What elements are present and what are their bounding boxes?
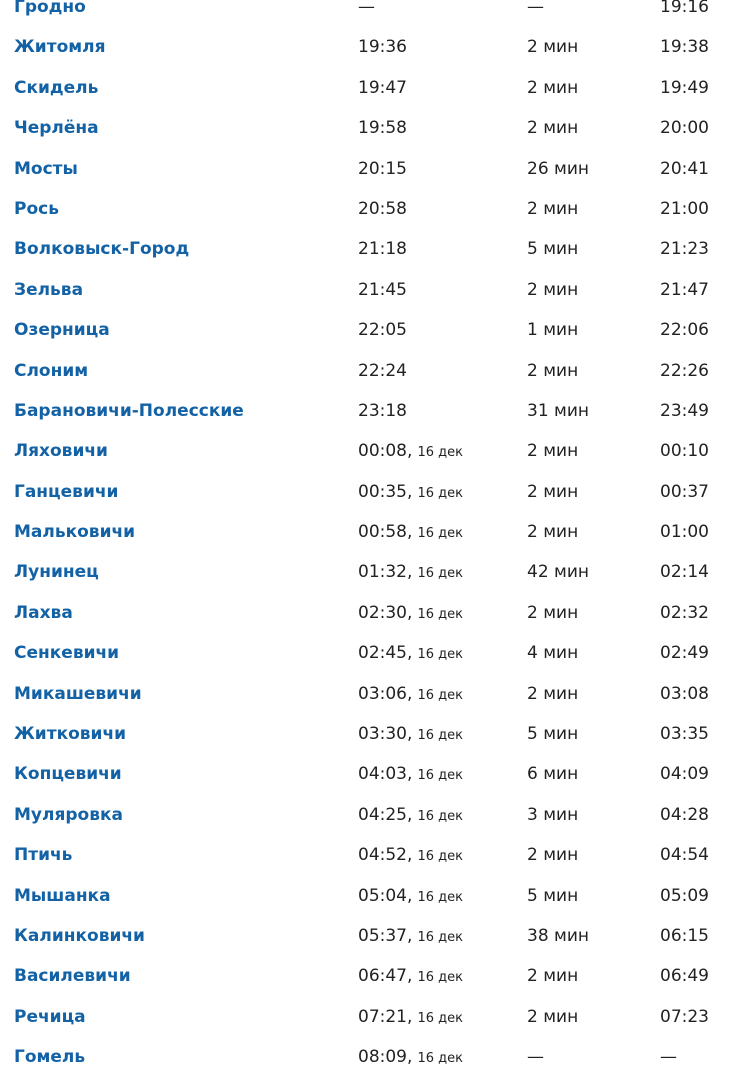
station-link[interactable]: Слоним [14,360,89,381]
stop-duration: 2 мин [527,279,579,300]
arrival-time: 05:04, [358,885,413,906]
arrival-date: 16 дек [417,445,464,461]
arrival-cell [358,956,463,996]
arrival-cell [358,593,463,633]
departure-time: 03:08 [660,683,709,704]
station-link[interactable]: Микашевичи [14,683,142,704]
station-link[interactable]: Зельва [14,279,84,300]
arrival-cell [358,633,463,673]
arrival-time: 07:21, [358,1006,413,1027]
arrival-cell [358,149,407,189]
arrival-date: 16 дек [417,606,464,622]
arrival-cell [358,0,375,27]
stop-duration: 2 мин [527,360,579,381]
arrival-cell [358,1037,463,1077]
departure-time: 05:09 [660,885,709,906]
timetable-row [0,351,732,391]
stop-duration: 4 мин [527,643,579,664]
arrival-cell [358,27,407,67]
station-link[interactable]: Скидель [14,77,99,98]
stop-duration: 31 мин [527,400,590,421]
timetable-row [0,916,732,956]
timetable-row [0,795,732,835]
timetable-row [0,997,732,1037]
timetable-row [0,593,732,633]
station-link[interactable]: Житковичи [14,724,127,745]
station-link[interactable]: Василевичи [14,966,131,987]
departure-time: 20:00 [660,118,709,139]
arrival-time: 19:36 [358,37,407,58]
arrival-time: 00:08, [358,441,413,462]
departure-time: — [660,1047,677,1068]
arrival-cell [358,714,463,754]
departure-time: 21:47 [660,279,709,300]
stop-duration: 38 мин [527,925,590,946]
arrival-date: 16 дек [417,526,464,542]
timetable-row [0,1037,732,1077]
timetable-row [0,310,732,350]
stop-duration: 42 мин [527,562,590,583]
stop-duration: 5 мин [527,885,579,906]
arrival-date: 16 дек [417,808,464,824]
arrival-cell [358,795,463,835]
station-link[interactable]: Сенкевичи [14,643,120,664]
station-link[interactable]: Волковыск-Город [14,239,190,260]
stop-duration: 2 мин [527,441,579,462]
timetable-row [0,391,732,431]
departure-time: 06:15 [660,925,709,946]
timetable-row [0,714,732,754]
stop-duration: 26 мин [527,158,590,179]
departure-time: 02:32 [660,602,709,623]
station-link[interactable]: Мальковичи [14,522,136,543]
timetable-row [0,674,732,714]
timetable-row [0,835,732,875]
arrival-cell [358,270,407,310]
arrival-date: 16 дек [417,485,464,501]
arrival-time: 03:06, [358,683,413,704]
departure-time: 04:28 [660,804,709,825]
departure-time: 04:09 [660,764,709,785]
arrival-date: 16 дек [417,1010,464,1026]
departure-time: 06:49 [660,966,709,987]
arrival-time: — [358,0,375,17]
timetable-row [0,876,732,916]
timetable-row [0,956,732,996]
arrival-date: 16 дек [417,1051,464,1067]
station-link[interactable]: Лахва [14,602,73,623]
station-link[interactable]: Мышанка [14,885,111,906]
arrival-cell [358,472,463,512]
station-link[interactable]: Озерница [14,320,110,341]
arrival-cell [358,876,463,916]
station-link[interactable]: Калинковичи [14,925,145,946]
stop-duration: — [527,1047,544,1068]
arrival-time: 00:35, [358,481,413,502]
arrival-time: 22:05 [358,320,407,341]
departure-time: 19:16 [660,0,709,17]
arrival-cell [358,310,407,350]
arrival-cell [358,997,463,1037]
arrival-cell [358,916,463,956]
arrival-date: 16 дек [417,849,464,865]
arrival-time: 23:18 [358,400,407,421]
stop-duration: 2 мин [527,37,579,58]
arrival-date: 16 дек [417,970,464,986]
stop-duration: — [527,0,544,17]
station-link[interactable]: Ляховичи [14,441,108,462]
stop-duration: 2 мин [527,602,579,623]
station-link[interactable]: Гомель [14,1047,86,1068]
arrival-time: 04:25, [358,804,413,825]
timetable-row [0,68,732,108]
arrival-cell [358,754,463,794]
arrival-time: 21:45 [358,279,407,300]
station-link[interactable]: Муляровка [14,804,123,825]
arrival-cell [358,431,463,471]
arrival-cell [358,68,407,108]
arrival-time: 00:58, [358,522,413,543]
timetable-row [0,270,732,310]
station-link[interactable]: Барановичи-Полесские [14,400,244,421]
timetable-row [0,149,732,189]
departure-time: 00:10 [660,441,709,462]
station-link[interactable]: Ганцевичи [14,481,119,502]
arrival-time: 03:30, [358,724,413,745]
stop-duration: 2 мин [527,118,579,139]
arrival-cell [358,229,407,269]
departure-time: 01:00 [660,522,709,543]
timetable-row [0,189,732,229]
timetable-row [0,0,732,27]
arrival-date: 16 дек [417,647,464,663]
station-link[interactable]: Птичь [14,845,73,866]
arrival-time: 20:15 [358,158,407,179]
arrival-time: 04:03, [358,764,413,785]
stop-duration: 1 мин [527,320,579,341]
timetable-row [0,633,732,673]
departure-time: 22:06 [660,320,709,341]
arrival-time: 05:37, [358,925,413,946]
timetable-row [0,229,732,269]
station-link[interactable]: Копцевичи [14,764,122,785]
arrival-cell [358,351,407,391]
arrival-cell [358,835,463,875]
stop-duration: 2 мин [527,522,579,543]
departure-time: 19:38 [660,37,709,58]
station-link[interactable]: Лунинец [14,562,99,583]
station-link[interactable]: Рось [14,198,59,219]
departure-time: 02:49 [660,643,709,664]
arrival-time: 06:47, [358,966,413,987]
arrival-time: 19:47 [358,77,407,98]
stop-duration: 3 мин [527,804,579,825]
arrival-time: 08:09, [358,1047,413,1068]
station-link[interactable]: Речица [14,1006,86,1027]
station-link[interactable]: Черлёна [14,118,99,139]
timetable-row [0,431,732,471]
arrival-time: 02:30, [358,602,413,623]
departure-time: 23:49 [660,400,709,421]
stop-duration: 6 мин [527,764,579,785]
arrival-cell [358,674,463,714]
stop-duration: 2 мин [527,966,579,987]
stop-duration: 2 мин [527,77,579,98]
arrival-time: 19:58 [358,118,407,139]
station-link[interactable]: Гродно [14,0,86,17]
arrival-cell [358,512,463,552]
departure-time: 19:49 [660,77,709,98]
arrival-time: 20:58 [358,198,407,219]
arrival-date: 16 дек [417,929,464,945]
departure-time: 21:23 [660,239,709,260]
timetable-row [0,552,732,592]
timetable-row [0,108,732,148]
arrival-cell [358,108,407,148]
arrival-time: 21:18 [358,239,407,260]
departure-time: 20:41 [660,158,709,179]
departure-time: 03:35 [660,724,709,745]
arrival-time: 22:24 [358,360,407,381]
departure-time: 00:37 [660,481,709,502]
station-link[interactable]: Мосты [14,158,78,179]
stop-duration: 2 мин [527,1006,579,1027]
departure-time: 21:00 [660,198,709,219]
arrival-time: 04:52, [358,845,413,866]
stop-duration: 2 мин [527,198,579,219]
arrival-date: 16 дек [417,768,464,784]
stop-duration: 5 мин [527,239,579,260]
arrival-cell [358,391,407,431]
arrival-date: 16 дек [417,889,464,905]
arrival-time: 01:32, [358,562,413,583]
timetable-row [0,27,732,67]
departure-time: 07:23 [660,1006,709,1027]
timetable-row [0,754,732,794]
departure-time: 22:26 [660,360,709,381]
arrival-cell [358,189,407,229]
stop-duration: 2 мин [527,845,579,866]
arrival-date: 16 дек [417,687,464,703]
station-link[interactable]: Житомля [14,37,106,58]
timetable-row [0,472,732,512]
timetable-row [0,512,732,552]
stop-duration: 2 мин [527,683,579,704]
arrival-date: 16 дек [417,566,464,582]
departure-time: 02:14 [660,562,709,583]
stop-duration: 2 мин [527,481,579,502]
arrival-date: 16 дек [417,728,464,744]
arrival-cell [358,552,463,592]
stop-duration: 5 мин [527,724,579,745]
arrival-time: 02:45, [358,643,413,664]
departure-time: 04:54 [660,845,709,866]
